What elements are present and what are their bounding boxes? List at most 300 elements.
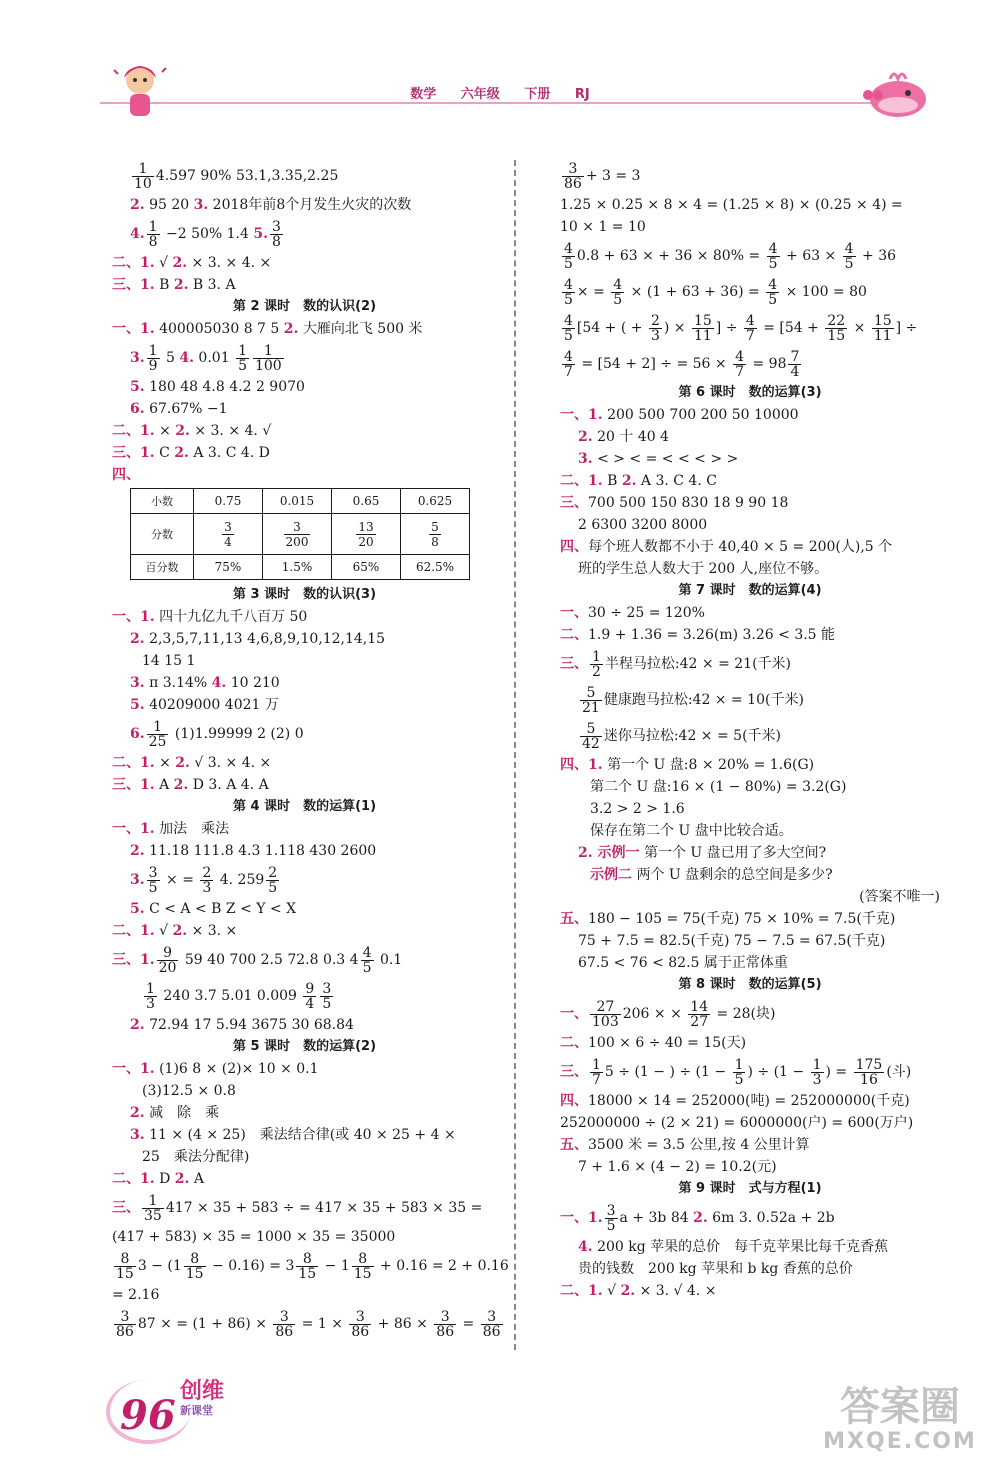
question-number: 5. (130, 901, 145, 917)
fraction (147, 720, 169, 749)
fraction-numerator: 4 (735, 348, 745, 365)
fraction-numerator: 13 (358, 519, 374, 534)
fraction-denominator: 5 (564, 327, 573, 344)
table-cell (401, 514, 470, 555)
answer-line (560, 886, 940, 908)
answer-line (112, 920, 497, 942)
answer-line (560, 1054, 940, 1090)
answer-line (112, 672, 497, 694)
answer-text: 67.5 < 76 < 82.5 属于正常体重 (578, 955, 788, 971)
fraction-numerator: 4 (768, 240, 778, 257)
answer-line (112, 274, 497, 296)
answer-text: 大雁向北飞 500 米 (298, 321, 423, 337)
fraction-denominator: 103 (592, 1013, 619, 1030)
answer-text: B (602, 473, 622, 489)
table-cell: 0.015 (263, 489, 332, 514)
question-number: 4. (578, 1239, 593, 1255)
fraction-numerator: 3 (148, 864, 158, 881)
fraction-numerator: 3 (273, 1310, 295, 1325)
answer-text: −2 50% 1.4 (161, 226, 254, 242)
answer-text: 417 × 35 + 583 ÷ (165, 1200, 299, 1216)
fraction-numerator: 4 (564, 348, 573, 365)
question-number: 3. (130, 872, 145, 888)
table-cell (332, 514, 401, 555)
fraction (303, 982, 316, 1011)
answer-line (560, 1090, 940, 1112)
fraction (147, 344, 160, 373)
fraction-denominator: 16 (860, 1071, 878, 1088)
question-number: 一、 (560, 605, 588, 621)
question-number: 二、 (560, 627, 588, 643)
answer-text: = (182, 872, 199, 888)
fraction-numerator: 3 (114, 1310, 136, 1325)
answer-text: D 3. A 4. A (188, 777, 269, 793)
question-number: 2. (173, 277, 189, 293)
answer-text: × 3. × 4. √ (189, 423, 272, 439)
question-number: 2. (620, 1283, 636, 1299)
answer-line (112, 158, 497, 194)
answer-line (112, 774, 497, 796)
answer-text: < > < = < < < > > (592, 451, 739, 467)
answer-text: = (1 + 86) × (176, 1316, 272, 1332)
answer-text: (1)1.99999 2 (2) (170, 726, 291, 742)
answer-text: D (154, 1171, 175, 1187)
table-cell: 0.65 (332, 489, 401, 514)
answer-line (560, 842, 940, 864)
answer-line (560, 798, 940, 820)
answer-text: (417 + 583) × 35 = 1000 × 35 = 35000 (112, 1229, 396, 1245)
answer-text: 7 + 1.6 × (4 − 2) = 10.2(元) (578, 1159, 777, 1175)
question-number: 2. (578, 429, 593, 445)
fraction-denominator: 2 (592, 663, 601, 680)
lesson-heading: 第 3 课时 数的认识(3) (232, 587, 377, 602)
question-number: 5. (130, 379, 145, 395)
answer-text: 1.9 + 1.36 = 3.26(m) 3.26 < 3.5 能 (588, 627, 836, 643)
fraction (296, 1252, 318, 1281)
question-number: 3. (130, 1127, 145, 1143)
answer-text: ) × (663, 320, 690, 336)
fraction-numerator: 9 (305, 980, 315, 997)
answer-line (560, 1156, 940, 1178)
answer-text: 180 − 105 = 75(千克) 75 × 10% = 7.5(千克) (588, 911, 896, 927)
lesson-heading: 第 2 课时 数的认识(2) (232, 299, 377, 314)
answer-text: B (154, 277, 174, 293)
answer-text: 20 十 40 4 (592, 429, 669, 445)
question-number: 五、 (560, 911, 588, 927)
fraction-denominator: 15 (298, 1265, 317, 1282)
fraction-denominator: 5 (768, 291, 778, 308)
answer-text: (斗) (886, 1064, 912, 1080)
question-number: 6. (130, 726, 145, 742)
fraction-numerator: 4 (564, 276, 573, 293)
fraction-numerator: 2 (268, 864, 278, 881)
answer-line (560, 624, 940, 646)
fraction-denominator: 7 (592, 1071, 601, 1088)
fraction (114, 1310, 136, 1339)
question-number: 四、 (560, 1093, 588, 1109)
answer-line (112, 376, 497, 398)
answer-line (560, 470, 940, 492)
question-number: 2. (693, 1210, 708, 1226)
question-number: 二、 (560, 1035, 588, 1051)
answer-line (112, 398, 497, 420)
fraction (605, 1204, 618, 1233)
answer-text: A (154, 777, 174, 793)
answer-line (112, 1080, 497, 1102)
answer-text: × (1 + 63 + 36) = (626, 284, 765, 300)
header-volume: 下册 (524, 87, 551, 102)
fraction-denominator: 5 (606, 1217, 616, 1234)
answer-text: 700 500 150 830 18 9 90 18 (588, 495, 789, 511)
fraction (356, 520, 375, 549)
answer-line (560, 158, 940, 194)
question-number: 一、1. (112, 321, 155, 337)
answer-line (112, 194, 497, 216)
question-number: 二、1. (560, 1283, 603, 1299)
answer-text: = 10(千米) (731, 692, 804, 708)
question-number: 三、 (560, 656, 588, 672)
question-number: 三、1. (112, 952, 155, 968)
question-number: 一、1. (560, 407, 603, 423)
fraction-denominator: 5 (734, 1071, 744, 1088)
fraction-denominator: 86 (351, 1323, 370, 1340)
answer-line (560, 754, 940, 776)
table-cell: 62.5% (401, 555, 470, 580)
answer-text: + 3 = 3 (585, 168, 641, 184)
answer-line (112, 1124, 497, 1146)
answer-text: 4.597 90% (155, 168, 236, 184)
fraction-numerator: 1 (148, 342, 158, 359)
fraction-denominator: 5 (768, 255, 778, 272)
fraction-numerator: 22 (827, 312, 846, 329)
answer-text: 0 (290, 726, 304, 742)
answer-line (560, 996, 940, 1032)
question-number: 2. (130, 197, 145, 213)
lesson-heading: 第 4 课时 数的运算(1) (232, 799, 377, 814)
fraction-denominator: 35 (144, 1207, 162, 1224)
table-row (131, 514, 470, 555)
question-number: 二、1. (112, 755, 155, 771)
answer-text: 53.1,3.35,2.25 (235, 168, 339, 184)
fraction-numerator: 15 (873, 312, 892, 329)
fraction (590, 650, 603, 679)
answer-line (112, 1248, 509, 1284)
question-number: 3. (130, 350, 145, 366)
answer-text: 400005030 8 7 5 (154, 321, 284, 337)
question-number: 一、1. (112, 1061, 155, 1077)
answer-text: − 0.16) = 3 (207, 1258, 295, 1274)
answer-text: 半程马拉松:42 × (604, 656, 719, 672)
answer-line (112, 650, 497, 672)
fraction-denominator: 3 (812, 1071, 822, 1088)
answer-line (560, 492, 940, 514)
fraction (562, 314, 575, 343)
answer-line (112, 1226, 497, 1248)
answer-line (112, 318, 497, 340)
answer-line (560, 426, 940, 448)
question-number: 2. (174, 445, 189, 461)
table-row-header: 小数 (131, 489, 194, 514)
answer-text: 5 ÷ (1 − (604, 1064, 670, 1080)
question-number: 5. (130, 697, 145, 713)
question-number: 2. (130, 1105, 145, 1121)
answer-line (112, 978, 497, 1014)
table-cell: 0.625 (401, 489, 470, 514)
fraction (434, 1310, 456, 1339)
answer-line (560, 558, 940, 580)
answer-text: 95 20 (144, 197, 194, 213)
answer-text: + 86 × (373, 1316, 433, 1332)
answer-text: 200 kg 苹果的总价 每千克苹果比每千克香蕉 (592, 1239, 889, 1255)
answer-line (112, 716, 497, 752)
fraction-numerator: 1 (148, 218, 158, 235)
fraction-numerator: 5 (580, 686, 602, 701)
running-header (0, 83, 1000, 102)
fraction (562, 242, 575, 271)
answer-line (560, 1280, 940, 1302)
fraction (649, 314, 662, 343)
fraction-denominator: 15 (353, 1265, 372, 1282)
fraction (692, 314, 714, 343)
answer-text: B 3. A (188, 277, 236, 293)
answer-text: 第一个 U 盘:8 × 20% = 1.6(G) (602, 757, 815, 773)
answer-line (112, 1168, 497, 1190)
question-number: 三、 (560, 495, 588, 511)
fraction-numerator: 1 (812, 1056, 822, 1073)
fraction (352, 1252, 374, 1281)
answer-text: (答案不唯一) (859, 889, 940, 905)
fraction-denominator: 5 (362, 959, 372, 976)
question-number: 三、 (112, 1200, 140, 1216)
fraction-denominator: 200 (285, 534, 309, 549)
answer-line (112, 1014, 497, 1036)
fraction-numerator: 3 (322, 980, 332, 997)
fraction (580, 686, 602, 715)
answer-text: 72.94 17 5.94 3675 30 68.84 (144, 1017, 354, 1033)
question-number: 2. (172, 255, 188, 271)
table-cell (263, 514, 332, 555)
answer-line (112, 464, 497, 486)
answer-text: A (189, 1171, 204, 1187)
question-number: 示例二 (590, 867, 632, 883)
answer-line (112, 1190, 497, 1226)
fraction (147, 220, 160, 249)
question-number: 2. 示例一 (578, 845, 640, 861)
table-row-header: 分数 (131, 514, 194, 555)
answer-text: × (849, 320, 870, 336)
fraction-denominator: 8 (431, 534, 439, 549)
fraction-numerator: 3 (284, 520, 311, 535)
answer-text: [54 + ( (576, 320, 627, 336)
answer-line (560, 682, 940, 718)
fraction-denominator: 86 (275, 1323, 294, 1340)
answer-text: 206 × (622, 1006, 671, 1022)
question-number: 4. (130, 226, 145, 242)
answer-text: √ 3. × 4. × (189, 755, 272, 771)
fraction-denominator: 86 (482, 1323, 501, 1340)
answer-column-right (560, 158, 940, 1302)
fraction (562, 162, 584, 191)
answer-text: 2018年前8个月发生火灾的次数 (208, 197, 412, 213)
answer-text: √ (602, 1283, 621, 1299)
answer-text: 2,3,5,7,11,13 4,6,8,9,10,12,14,15 (144, 631, 386, 647)
answer-text: × 3. √ 4. × (635, 1283, 717, 1299)
fraction (114, 1252, 136, 1281)
fraction-numerator: 8 (352, 1252, 374, 1267)
question-number: 二、1. (560, 473, 603, 489)
table-cell (194, 514, 263, 555)
fraction-denominator: 4 (790, 363, 800, 380)
fraction-numerator: 1 (734, 1056, 744, 1073)
question-number: 2. (174, 1171, 190, 1187)
fraction-numerator: 4 (362, 944, 372, 961)
conversion-table (130, 488, 470, 580)
fraction (132, 162, 154, 191)
answer-text: 班的学生总人数大于 200 人,座位不够。 (578, 561, 829, 577)
answer-text: 5 (161, 350, 180, 366)
fraction-numerator: 3 (481, 1310, 503, 1325)
fraction (270, 220, 283, 249)
fraction-numerator: 4 (768, 276, 778, 293)
fraction (767, 242, 780, 271)
answer-line (112, 942, 497, 978)
fraction-denominator: 5 (564, 255, 573, 272)
answer-text: 健康跑马拉松:42 × (603, 692, 731, 708)
question-number: 5. (253, 226, 268, 242)
fraction-denominator: 5 (148, 879, 158, 896)
answer-text: 贵的钱数 200 kg 苹果和 b kg 香蕉的总价 (578, 1261, 853, 1277)
fraction (273, 1310, 295, 1339)
fraction-numerator: 8 (296, 1252, 318, 1267)
question-number: 一、1. (560, 1210, 603, 1226)
answer-text: 11.18 111.8 4.3 1.118 430 2600 (144, 843, 377, 859)
fraction-denominator: 7 (735, 363, 745, 380)
answer-line (112, 1102, 497, 1124)
answer-text: C (154, 445, 175, 461)
fraction-denominator: 5 (322, 995, 332, 1012)
answer-text: 0.1 (375, 952, 403, 968)
fraction (284, 520, 311, 549)
fraction-denominator: 15 (827, 327, 846, 344)
lesson-heading: 第 5 课时 数的运算(2) (232, 1039, 377, 1054)
answer-text: + 36 × 80% = (658, 248, 765, 264)
question-number: 6. (130, 401, 145, 417)
answer-text: − (1 (146, 1258, 182, 1274)
answer-text: 1.25 × 0.25 × 8 × 4 = (1.25 × 8) × (0.25 × 4) = (560, 197, 903, 213)
fraction-numerator: 1 (132, 162, 154, 177)
answer-line (560, 602, 940, 624)
answer-text: 67.67% −1 (144, 401, 228, 417)
fraction (744, 314, 757, 343)
fraction-numerator: 5 (431, 519, 439, 534)
answer-line (112, 340, 497, 376)
fraction-denominator: 3 (146, 995, 155, 1012)
answer-line (560, 930, 940, 952)
question-number: 2. (172, 923, 188, 939)
answer-text: C < A < B Z < Y < X (144, 901, 297, 917)
answer-text: 240 (158, 988, 195, 1004)
answer-text: 14 15 1 (142, 653, 196, 669)
question-number: 2. (621, 473, 637, 489)
answer-text: 4 (349, 952, 359, 968)
fraction-denominator: 20 (158, 959, 177, 976)
fraction (142, 1194, 164, 1223)
answer-text: 180 48 4.8 4.2 2 9070 (144, 379, 305, 395)
answer-text: × (670, 1006, 687, 1022)
answer-text: + 0.16 = 2 + 0.16 (375, 1258, 509, 1274)
answer-text: 两个 U 盘剩余的总空间是多少? (632, 867, 833, 883)
question-number: 3. (193, 197, 209, 213)
header-rule (100, 102, 880, 104)
fraction (811, 1058, 824, 1087)
answer-text: 10 210 (226, 675, 280, 691)
question-number: 二、1. (112, 1171, 155, 1187)
answer-text: × (576, 284, 594, 300)
answer-text: + 36 (857, 248, 897, 264)
answer-text: 2 6300 3200 8000 (578, 517, 708, 533)
answer-line (112, 818, 497, 840)
question-number: 2. (175, 423, 190, 439)
fraction-denominator: 8 (272, 233, 281, 250)
answer-line (112, 1306, 501, 1342)
table-row-header: 百分数 (131, 555, 194, 580)
answer-text: = 56 × (676, 356, 732, 372)
question-number: 三、1. (112, 277, 155, 293)
fraction-numerator: 4 (613, 276, 623, 293)
question-number: 2. (283, 321, 299, 337)
fraction-denominator: 4 (224, 534, 232, 549)
table-cell: 1.5% (263, 555, 332, 580)
fraction (733, 350, 746, 379)
fraction-denominator: 20 (358, 534, 374, 549)
answer-line (112, 694, 497, 716)
answer-line (112, 1284, 497, 1306)
fraction-denominator: 42 (582, 735, 600, 752)
answer-text: π 3.14% (144, 675, 212, 691)
answer-line (112, 628, 497, 650)
answer-line (560, 238, 940, 274)
answer-text: ) ÷ (1 − (747, 1064, 809, 1080)
watermark-title: 答案圈 (840, 1384, 960, 1430)
fraction (236, 344, 249, 373)
answer-line (560, 346, 940, 382)
fraction-denominator: 10 (134, 175, 152, 192)
fraction (481, 1310, 503, 1339)
answer-text: = (458, 1316, 479, 1332)
fraction-denominator: 15 (116, 1265, 134, 1282)
answer-text: ) = (825, 1064, 852, 1080)
column-divider (514, 160, 516, 1350)
answer-text: √ (154, 923, 173, 939)
fraction (361, 946, 374, 975)
answer-text: + 63 × (781, 248, 841, 264)
answer-text: (3)12.5 × 0.8 (142, 1083, 236, 1099)
fraction-denominator: 11 (873, 327, 892, 344)
fraction-numerator: 1 (238, 342, 247, 359)
watermark (810, 1385, 990, 1454)
fraction-denominator: 5 (844, 255, 854, 272)
answer-line (112, 840, 497, 862)
answer-text: + (626, 320, 647, 336)
brand-subtitle: 新课堂 (180, 1404, 213, 1417)
fraction (266, 866, 279, 895)
fraction (843, 242, 856, 271)
answer-text: √ (154, 255, 173, 271)
answer-line (560, 216, 940, 238)
answer-text: 59 40 700 2.5 72.8 0.3 (180, 952, 350, 968)
fraction-denominator: 86 (116, 1323, 134, 1340)
fraction (688, 1000, 710, 1029)
